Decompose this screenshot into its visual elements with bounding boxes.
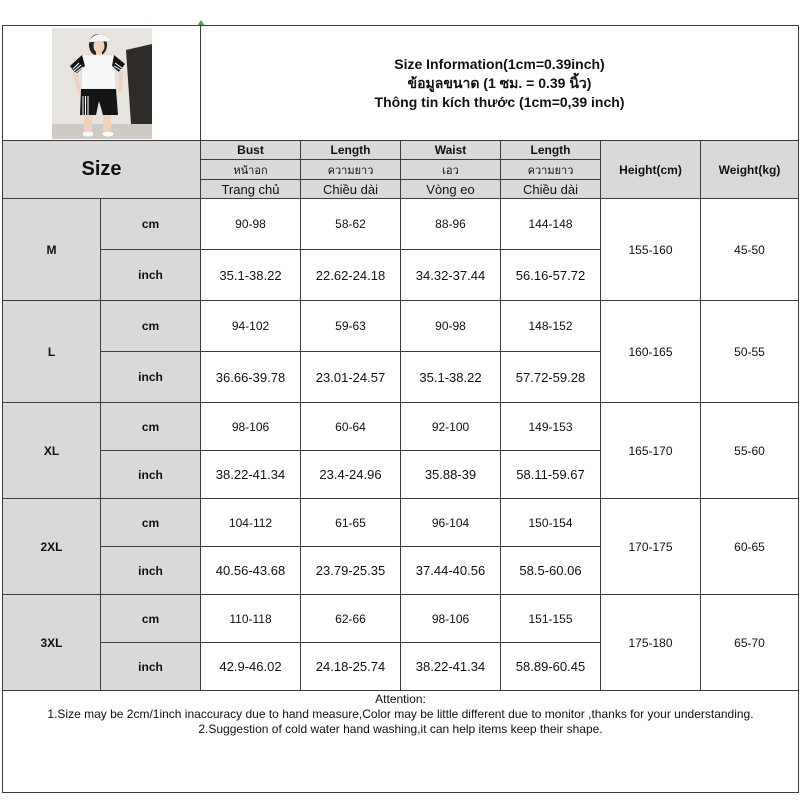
size-label: L <box>3 301 101 403</box>
photo-cell <box>3 26 201 141</box>
attention-row <box>3 691 799 793</box>
table-row <box>3 199 799 250</box>
table-row <box>3 499 799 547</box>
height-range: 155-160 <box>601 199 701 301</box>
waist-cm: 88-96 <box>401 199 501 250</box>
unit-inch: inch <box>101 250 201 301</box>
unit-inch: inch <box>101 547 201 595</box>
length-inch: 23.4-24.96 <box>301 451 401 499</box>
weight-range: 45-50 <box>701 199 799 301</box>
pants-length-header: Length <box>501 141 601 160</box>
attention-cell <box>3 691 799 793</box>
waist-cm: 96-104 <box>401 499 501 547</box>
table-row <box>3 595 799 643</box>
waist-cm: 98-106 <box>401 595 501 643</box>
attention-note: 1.Size may be 2cm/1inch inaccuracy due to hand measure,Color may be little different due to monitor ,thanks for your understanding. <box>47 707 754 721</box>
unit-cm: cm <box>101 301 201 352</box>
bust-inch: 36.66-39.78 <box>201 352 301 403</box>
size-label: 3XL <box>3 595 101 691</box>
height-range: 165-170 <box>601 403 701 499</box>
pants-length-cm: 151-155 <box>501 595 601 643</box>
unit-cm: cm <box>101 403 201 451</box>
bust-cm: 90-98 <box>201 199 301 250</box>
bust-inch: 38.22-41.34 <box>201 451 301 499</box>
title-cell <box>201 26 799 141</box>
length-header: Length <box>301 141 401 160</box>
height-header: Height(cm) <box>601 141 701 199</box>
unit-cm: cm <box>101 199 201 250</box>
length-header-thai: ความยาว <box>301 160 401 180</box>
title-vietnamese: Thông tin kích thước (1cm=0,39 inch) <box>374 93 625 110</box>
length-cm: 58-62 <box>301 199 401 250</box>
pants-length-inch: 58.89-60.45 <box>501 643 601 691</box>
size-label: XL <box>3 403 101 499</box>
table-row <box>3 403 799 451</box>
waist-header-vietnamese: Vòng eo <box>401 180 501 199</box>
weight-range: 50-55 <box>701 301 799 403</box>
table-row <box>3 301 799 352</box>
weight-range: 55-60 <box>701 403 799 499</box>
waist-inch: 35.1-38.22 <box>401 352 501 403</box>
waist-header-thai: เอว <box>401 160 501 180</box>
pants-length-cm: 148-152 <box>501 301 601 352</box>
bust-cm: 110-118 <box>201 595 301 643</box>
size-chart-table <box>2 25 799 793</box>
pants-length-inch: 56.16-57.72 <box>501 250 601 301</box>
tshirt <box>81 55 116 89</box>
waist-cm: 90-98 <box>401 301 501 352</box>
weight-range: 60-65 <box>701 499 799 595</box>
length-header-vietnamese: Chiều dài <box>301 180 401 199</box>
pants-length-header-thai: ความยาว <box>501 160 601 180</box>
size-header: Size <box>3 141 201 199</box>
bust-header-thai: หน้าอก <box>201 160 301 180</box>
length-cm: 59-63 <box>301 301 401 352</box>
weight-header: Weight(kg) <box>701 141 799 199</box>
size-label: 2XL <box>3 499 101 595</box>
waist-header: Waist <box>401 141 501 160</box>
height-range: 170-175 <box>601 499 701 595</box>
right-leg <box>103 115 111 131</box>
bust-cm: 98-106 <box>201 403 301 451</box>
header-row-en <box>3 141 799 160</box>
photo-floor <box>52 124 152 139</box>
left-leg <box>84 115 92 131</box>
bust-cm: 104-112 <box>201 499 301 547</box>
length-cm: 62-66 <box>301 595 401 643</box>
bust-header: Bust <box>201 141 301 160</box>
pants-length-inch: 57.72-59.28 <box>501 352 601 403</box>
left-shoe <box>82 131 94 137</box>
waist-inch: 35.88-39 <box>401 451 501 499</box>
unit-inch: inch <box>101 352 201 403</box>
length-inch: 23.79-25.35 <box>301 547 401 595</box>
length-inch: 23.01-24.57 <box>301 352 401 403</box>
pants-length-inch: 58.11-59.67 <box>501 451 601 499</box>
bust-cm: 94-102 <box>201 301 301 352</box>
unit-cm: cm <box>101 595 201 643</box>
waist-cm: 92-100 <box>401 403 501 451</box>
unit-cm: cm <box>101 499 201 547</box>
length-cm: 60-64 <box>301 403 401 451</box>
title-thai: ข้อมูลขนาด (1 ซม. = 0.39 นิ้ว) <box>407 74 592 91</box>
length-inch: 22.62-24.18 <box>301 250 401 301</box>
title-english: Size Information(1cm=0.39inch) <box>394 55 605 72</box>
attention-note: 2.Suggestion of cold water hand washing,it can help items keep their shape. <box>198 722 603 736</box>
unit-inch: inch <box>101 643 201 691</box>
right-shoe <box>102 131 114 137</box>
waist-inch: 37.44-40.56 <box>401 547 501 595</box>
title-row <box>3 26 799 141</box>
height-range: 160-165 <box>601 301 701 403</box>
product-photo <box>52 28 152 139</box>
pants-length-header-vietnamese: Chiều dài <box>501 180 601 199</box>
pants-length-cm: 150-154 <box>501 499 601 547</box>
pants-length-inch: 58.5-60.06 <box>501 547 601 595</box>
weight-range: 65-70 <box>701 595 799 691</box>
waist-inch: 34.32-37.44 <box>401 250 501 301</box>
pants-length-cm: 149-153 <box>501 403 601 451</box>
waist-inch: 38.22-41.34 <box>401 643 501 691</box>
length-inch: 24.18-25.74 <box>301 643 401 691</box>
length-cm: 61-65 <box>301 499 401 547</box>
bust-inch: 40.56-43.68 <box>201 547 301 595</box>
attention-title: Attention: <box>375 692 426 706</box>
size-label: M <box>3 199 101 301</box>
bust-inch: 42.9-46.02 <box>201 643 301 691</box>
bust-header-vietnamese: Trang chủ <box>201 180 301 199</box>
bust-inch: 35.1-38.22 <box>201 250 301 301</box>
unit-inch: inch <box>101 451 201 499</box>
height-range: 175-180 <box>601 595 701 691</box>
pants-length-cm: 144-148 <box>501 199 601 250</box>
